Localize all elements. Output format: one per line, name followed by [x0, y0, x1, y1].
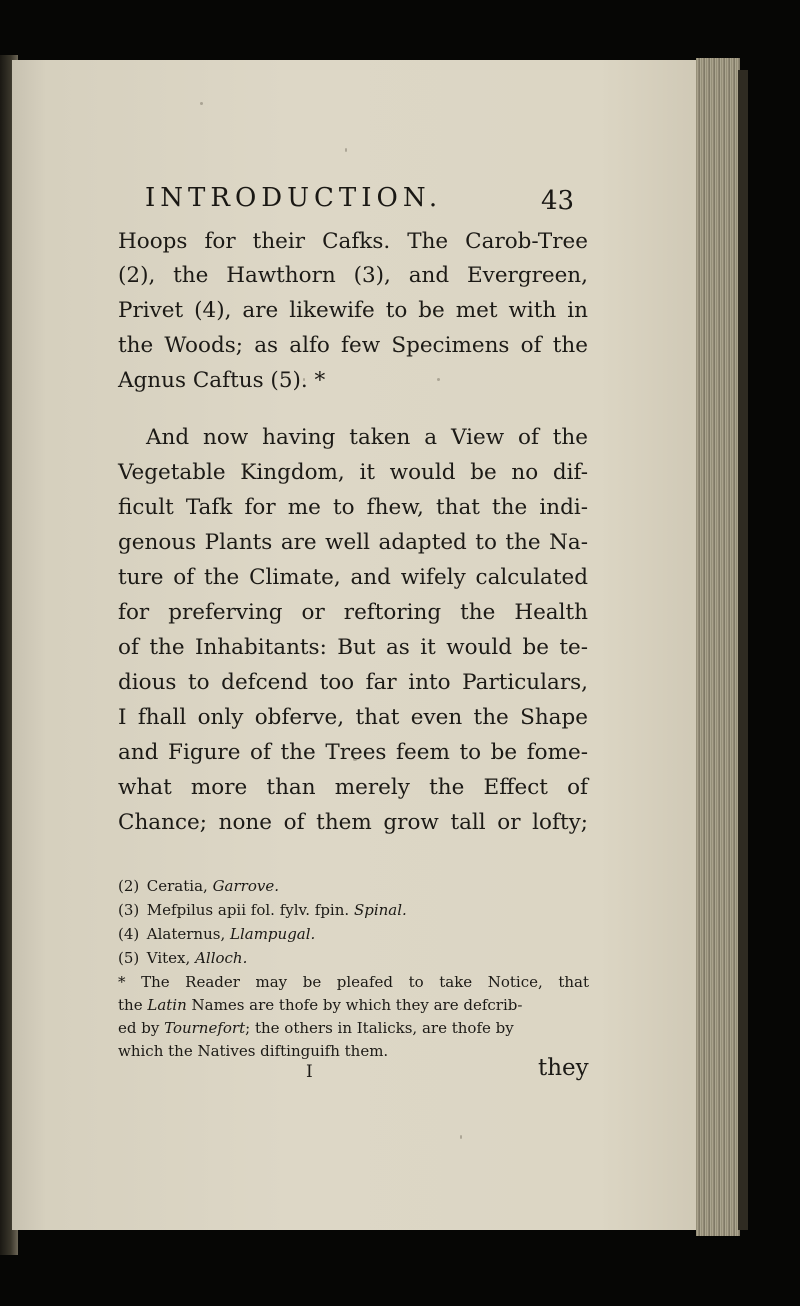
signature-mark: I [306, 1062, 313, 1082]
paper-fleck [200, 102, 203, 105]
body-line: ture of the Climate, and wifely calculated [118, 565, 588, 590]
body-line: And now having taken a View of the [146, 425, 588, 450]
footnote-text: Vitex, [146, 949, 191, 967]
footnote-text: Ceratia, [146, 877, 208, 895]
footnote-italic: Llampugal. [230, 925, 316, 943]
paper-fleck [460, 1135, 462, 1139]
footnote-italic: Garrove. [212, 877, 279, 895]
footnote-number: (4) [118, 925, 140, 943]
footnote [118, 901, 407, 919]
body-line: Agnus Caftus (5). * [118, 368, 326, 393]
star-note-text: ; the others in Italicks, are thofe by [245, 1019, 514, 1037]
footnote-number: (3) [118, 901, 140, 919]
body-line: Hoops for their Cafks. The Carob-Tree [118, 229, 588, 254]
page-stack-edges [696, 58, 740, 1236]
footnote-text: Alaternus, [146, 925, 226, 943]
body-line: the Woods; as alfo few Specimens of the [118, 333, 588, 358]
running-head: INTRODUCTION. [145, 183, 443, 213]
star-note-line: * The Reader may be pleafed to take Notice, that [118, 973, 589, 991]
page-number: 43 [541, 186, 575, 216]
footnote-number: (2) [118, 877, 140, 895]
body-line: I fhall only obferve, that even the Shape [118, 705, 588, 730]
body-line: (2), the Hawthorn (3), and Evergreen, [118, 263, 588, 288]
star-note-italic: Latin [147, 996, 187, 1014]
catchword: they [538, 1055, 589, 1081]
star-note-line [118, 996, 522, 1014]
star-note-text: Names are thofe by which they are defcrib- [191, 996, 523, 1014]
body-line: genous Plants are well adapted to the Na- [118, 530, 588, 555]
footnote [118, 877, 279, 895]
body-line: Chance; none of them grow tall or lofty; [118, 810, 588, 835]
footnote-italic: Spinal. [353, 901, 407, 919]
star-note-text: the [118, 996, 143, 1014]
star-note-line [118, 1019, 514, 1037]
footnote [118, 949, 247, 967]
star-note-italic: Tournefort [164, 1019, 246, 1037]
body-line: and Figure of the Trees feem to be fome- [118, 740, 588, 765]
footnote-italic: Alloch. [195, 949, 248, 967]
body-line: Privet (4), are likewife to be met with in [118, 298, 588, 323]
body-line: of the Inhabitants: But as it would be te- [118, 635, 588, 660]
star-note-line: which the Natives diftinguifh them. [118, 1042, 389, 1060]
star-note-text: ed by [118, 1019, 160, 1037]
body-line: Vegetable Kingdom, it would be no dif- [118, 460, 588, 485]
body-line: dious to defcend too far into Particulars, [118, 670, 588, 695]
body-line: ficult Tafk for me to fhew, that the indi- [118, 495, 588, 520]
body-line: what more than merely the Effect of [118, 775, 588, 800]
body-line: for preferving or reftoring the Health [118, 600, 588, 625]
book-cover-edge [738, 70, 748, 1230]
paper-fleck [345, 148, 347, 152]
footnote-number: (5) [118, 949, 140, 967]
footnote [118, 925, 315, 943]
footnote-text: Mefpilus apii fol. fylv. fpin. [146, 901, 350, 919]
